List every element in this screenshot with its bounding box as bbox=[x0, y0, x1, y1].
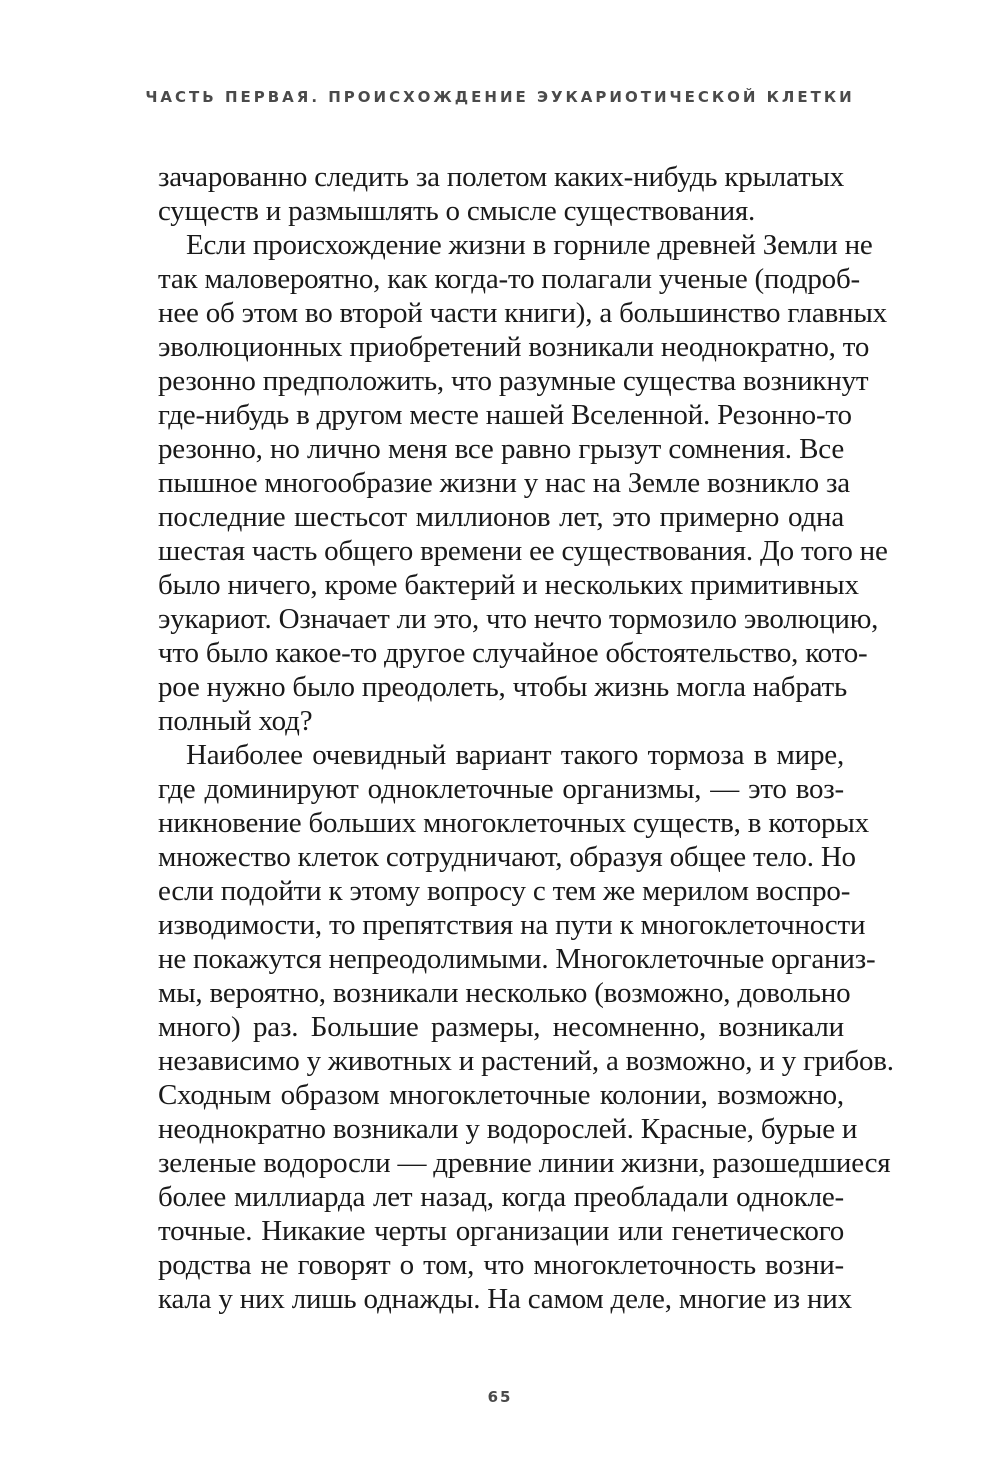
text-line: нее об этом во второй части книги), а большинство главных bbox=[158, 297, 887, 329]
text-line: много) раз. Большие размеры, несомненно, возникали bbox=[158, 1011, 844, 1043]
text-line: эукариот. Означает ли это, что нечто тормозило эволюцию, bbox=[158, 603, 879, 635]
paragraph bbox=[158, 738, 894, 1316]
text-line: пышное многообразие жизни у нас на Земле возникло за bbox=[158, 467, 850, 499]
text-line: зеленые водоросли — древние линии жизни, разошедшиеся bbox=[158, 1147, 891, 1179]
text-line: независимо у животных и растений, а возможно, и у грибов. bbox=[158, 1045, 894, 1077]
text-line: где-нибудь в другом месте нашей Вселенной. Резонно-то bbox=[158, 399, 852, 431]
running-head: ЧАСТЬ ПЕРВАЯ. ПРОИСХОЖДЕНИЕ ЭУКАРИОТИЧЕСКОЙ КЛЕТКИ bbox=[145, 88, 855, 106]
text-line: кала у них лишь однажды. На самом деле, многие из них bbox=[158, 1283, 852, 1315]
text-line: родства не говорят о том, что многоклеточность возни- bbox=[158, 1249, 844, 1281]
text-line: никновение больших многоклеточных существ, в которых bbox=[158, 807, 869, 839]
text-line: резонно предположить, что разумные существа возникнут bbox=[158, 365, 869, 397]
text-line: полный ход? bbox=[158, 705, 313, 737]
paragraph bbox=[158, 228, 888, 738]
page-number: 65 bbox=[487, 1388, 513, 1406]
text-line: изводимости, то препятствия на пути к многоклеточности bbox=[158, 909, 866, 941]
body-text bbox=[158, 160, 894, 1316]
text-line: рое нужно было преодолеть, чтобы жизнь могла набрать bbox=[158, 671, 848, 703]
text-line: неоднократно возникали у водорослей. Красные, бурые и bbox=[158, 1113, 858, 1145]
text-line: существ и размышлять о смысле существования. bbox=[158, 195, 756, 227]
text-line: мы, вероятно, возникали несколько (возможно, довольно bbox=[158, 977, 851, 1009]
text-line: точные. Никакие черты организации или генетического bbox=[158, 1215, 844, 1247]
text-line: более миллиарда лет назад, когда преобладали однокле- bbox=[158, 1181, 844, 1213]
text-line: если подойти к этому вопросу с тем же мерилом воспро- bbox=[158, 875, 851, 907]
text-line: было ничего, кроме бактерий и нескольких примитивных bbox=[158, 569, 859, 601]
text-line: Наиболее очевидный вариант такого тормоза в мире, bbox=[186, 739, 844, 771]
text-line: Сходным образом многоклеточные колонии, возможно, bbox=[158, 1079, 844, 1111]
text-line: резонно, но лично меня все равно грызут сомнения. Все bbox=[158, 433, 844, 465]
text-line: зачарованно следить за полетом каких-нибудь крылатых bbox=[158, 161, 845, 193]
paragraph bbox=[158, 160, 844, 228]
text-line: так маловероятно, как когда-то полагали ученые (подроб- bbox=[158, 263, 860, 295]
text-line: что было какое-то другое случайное обстоятельство, кото- bbox=[158, 637, 868, 669]
text-line: Если происхождение жизни в горниле древней Земли не bbox=[186, 229, 873, 261]
text-line: последние шестьсот миллионов лет, это примерно одна bbox=[158, 501, 844, 533]
text-line: множество клеток сотрудничают, образуя общее тело. Но bbox=[158, 841, 856, 873]
text-line: эволюционных приобретений возникали неоднократно, то bbox=[158, 331, 870, 363]
text-line: не покажутся непреодолимыми. Многоклеточные организ- bbox=[158, 943, 876, 975]
text-line: где доминируют одноклеточные организмы, — это воз- bbox=[158, 773, 844, 805]
text-line: шестая часть общего времени ее существования. До того не bbox=[158, 535, 888, 567]
